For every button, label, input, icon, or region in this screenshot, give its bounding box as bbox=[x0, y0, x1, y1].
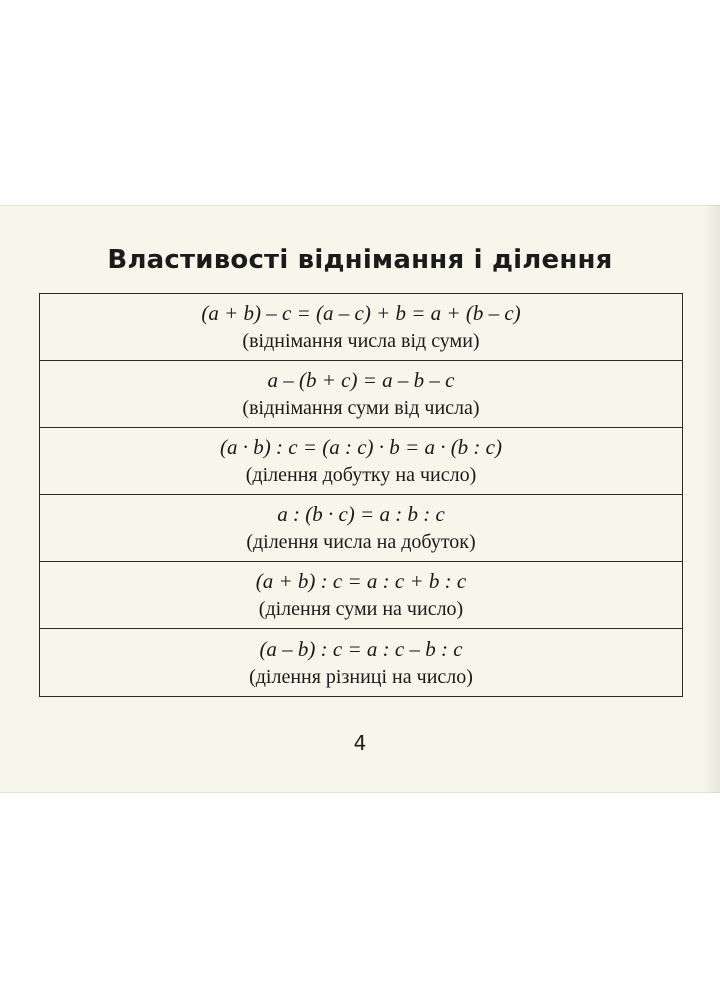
table-row bbox=[40, 562, 682, 629]
formula-description: (ділення числа на добуток) bbox=[246, 531, 476, 553]
formula: (a · b) : c = (a : c) · b = a · (b : c) bbox=[220, 435, 502, 459]
table-row bbox=[40, 294, 682, 361]
formula: a – (b + c) = a – b – c bbox=[267, 368, 455, 392]
table-row bbox=[40, 495, 682, 562]
formula-description: (ділення різниці на число) bbox=[249, 665, 473, 688]
formula: (a + b) – c = (a – c) + b = a + (b – c) bbox=[201, 301, 521, 325]
formula-description: (віднімання суми від числа) bbox=[242, 397, 480, 419]
page-title: Властивості віднімання і ділення bbox=[107, 245, 613, 275]
formula-description: (ділення суми на число) bbox=[258, 598, 464, 620]
formula: a : (b · c) = a : b : c bbox=[277, 502, 445, 526]
table-row bbox=[40, 428, 682, 495]
page-edge-shadow bbox=[704, 205, 720, 793]
table-row bbox=[40, 361, 682, 428]
book-page bbox=[0, 205, 720, 793]
properties-table bbox=[39, 293, 683, 697]
formula-description: (віднімання числа від суми) bbox=[242, 330, 480, 352]
formula: (a – b) : c = a : c – b : c bbox=[259, 636, 463, 661]
formula: (a + b) : c = a : c + b : c bbox=[255, 569, 467, 593]
formula-description: (ділення добутку на число) bbox=[245, 464, 477, 486]
table-row bbox=[40, 629, 682, 696]
page-number: 4 bbox=[353, 731, 367, 755]
